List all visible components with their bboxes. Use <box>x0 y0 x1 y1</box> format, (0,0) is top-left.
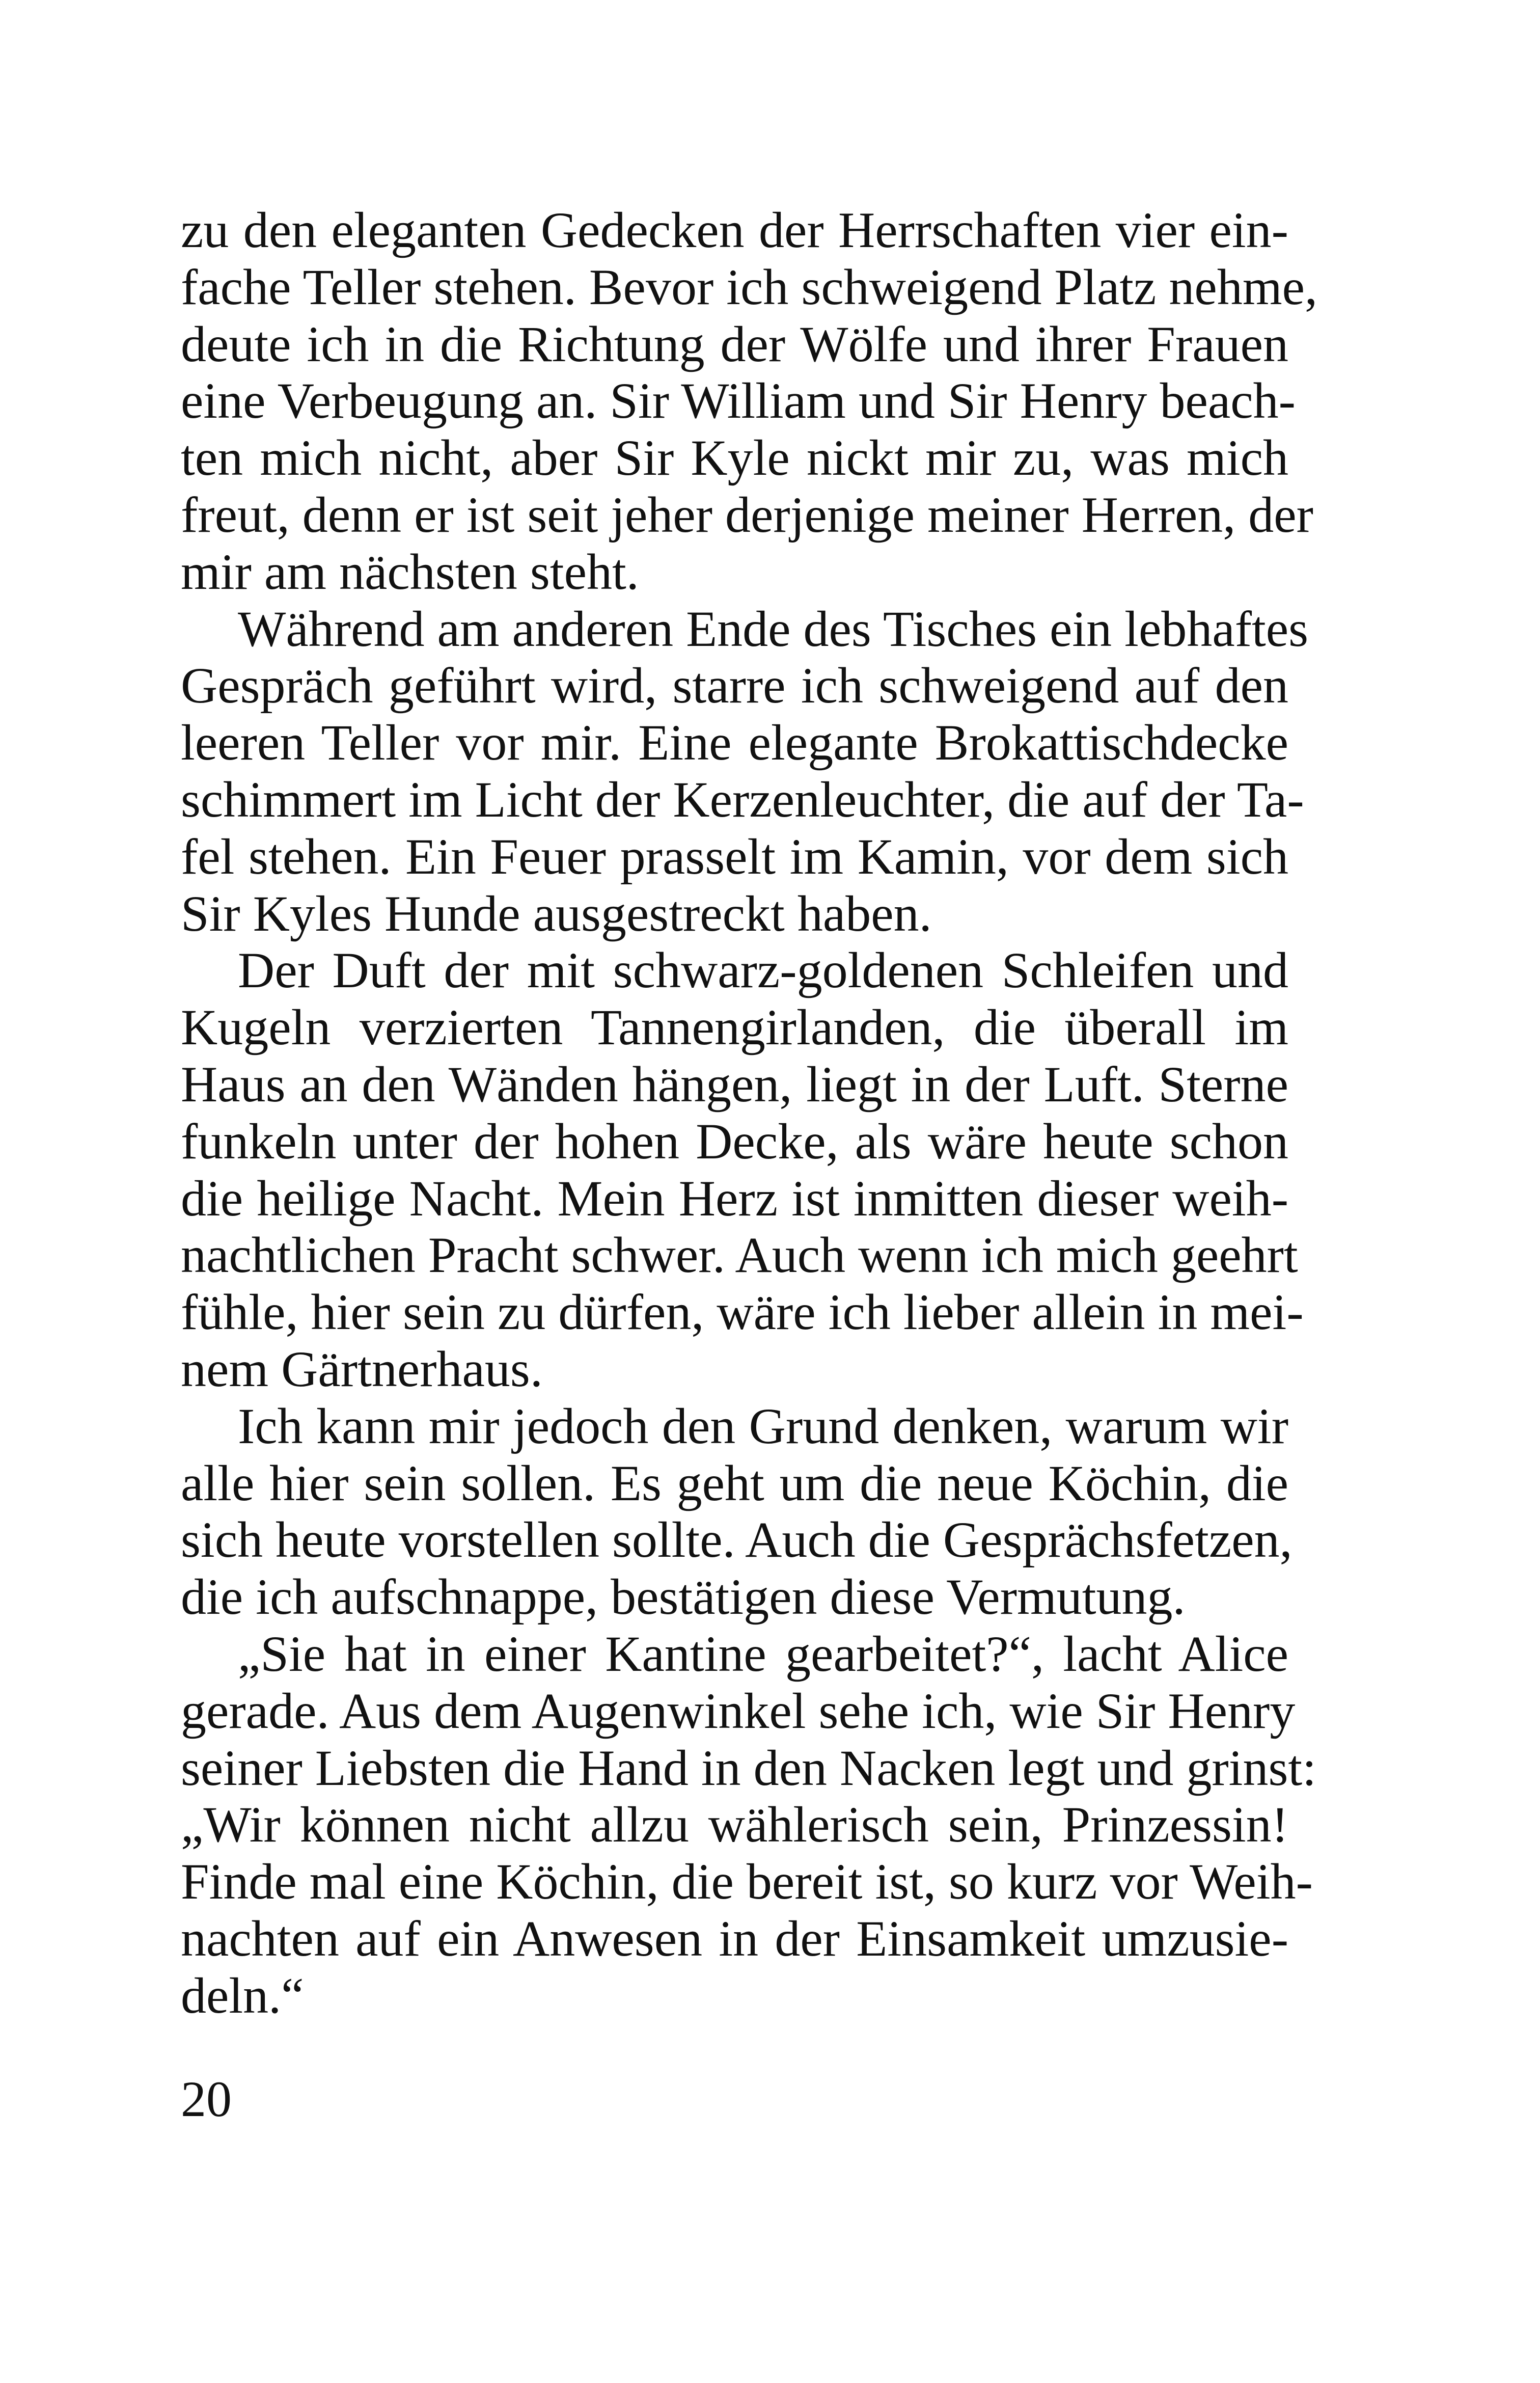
text-line: schimmert im Licht der Kerzenleuchter, die auf der Ta- <box>181 771 1304 828</box>
text-line: sich heute vorstellen sollte. Auch die Gesprächsfetzen, <box>181 1511 1292 1568</box>
text-line: alle hier sein sollen. Es geht um die neue Köchin, die <box>181 1454 1288 1511</box>
text-line: fel stehen. Ein Feuer prasselt im Kamin, vor dem sich <box>181 828 1288 885</box>
text-line: Während am anderen Ende des Tisches ein lebhaftes <box>238 600 1309 657</box>
text-line: deln.“ <box>181 1967 304 2024</box>
text-line: nachten auf ein Anwesen in der Einsamkeit umzusie- <box>181 1910 1288 1967</box>
text-line: eine Verbeugung an. Sir William und Sir Henry beach- <box>181 372 1296 429</box>
page-number: 20 <box>181 2071 232 2127</box>
text-line: freut, denn er ist seit jeher derjenige meiner Herren, der <box>181 486 1313 543</box>
paragraph <box>181 600 1309 942</box>
text-line: „Sie hat in einer Kantine gearbeitet?“, lacht Alice <box>238 1625 1288 1682</box>
text-line: Finde mal eine Köchin, die bereit ist, so kurz vor Weih- <box>181 1853 1313 1910</box>
text-line: fühle, hier sein zu dürfen, wäre ich lieber allein in mei- <box>181 1284 1304 1341</box>
text-line: „Wir können nicht allzu wählerisch sein, Prinzessin! <box>181 1796 1288 1853</box>
text-line: fache Teller stehen. Bevor ich schweigend Platz nehme, <box>181 258 1317 315</box>
paragraph <box>181 942 1304 1397</box>
text-line: die ich aufschnappe, bestätigen diese Vermutung. <box>181 1568 1186 1626</box>
text-line: leeren Teller vor mir. Eine elegante Brokattischdecke <box>181 714 1288 771</box>
text-line: nachtlichen Pracht schwer. Auch wenn ich mich geehrt <box>181 1227 1298 1284</box>
text-line: Der Duft der mit schwarz-goldenen Schleifen und <box>238 942 1288 999</box>
text-line: nem Gärtnerhaus. <box>181 1340 543 1397</box>
text-line: gerade. Aus dem Augenwinkel sehe ich, wie Sir Henry <box>181 1682 1296 1739</box>
text-line: funkeln unter der hohen Decke, als wäre heute schon <box>181 1113 1288 1170</box>
text-line: ten mich nicht, aber Sir Kyle nickt mir zu, was mich <box>181 429 1288 486</box>
text-line: deute ich in die Richtung der Wölfe und ihrer Frauen <box>181 315 1288 372</box>
paragraph <box>181 1625 1316 2024</box>
text-line: mir am nächsten steht. <box>181 543 639 600</box>
text-line: Sir Kyles Hunde ausgestreckt haben. <box>181 885 932 942</box>
text-line: die heilige Nacht. Mein Herz ist inmitten dieser weih- <box>181 1170 1288 1227</box>
text-line: zu den eleganten Gedecken der Herrschaften vier ein- <box>181 202 1288 258</box>
paragraph <box>181 202 1317 601</box>
text-line: Kugeln verzierten Tannengirlanden, die überall im <box>181 999 1288 1056</box>
text-line: Ich kann mir jedoch den Grund denken, warum wir <box>238 1397 1288 1454</box>
text-line: seiner Liebsten die Hand in den Nacken legt und grinst: <box>181 1739 1316 1796</box>
paragraph <box>181 1397 1292 1626</box>
text-line: Gespräch geführt wird, starre ich schweigend auf den <box>181 657 1288 714</box>
body-text <box>181 202 1317 2024</box>
text-line: Haus an den Wänden hängen, liegt in der Luft. Sterne <box>181 1055 1288 1113</box>
